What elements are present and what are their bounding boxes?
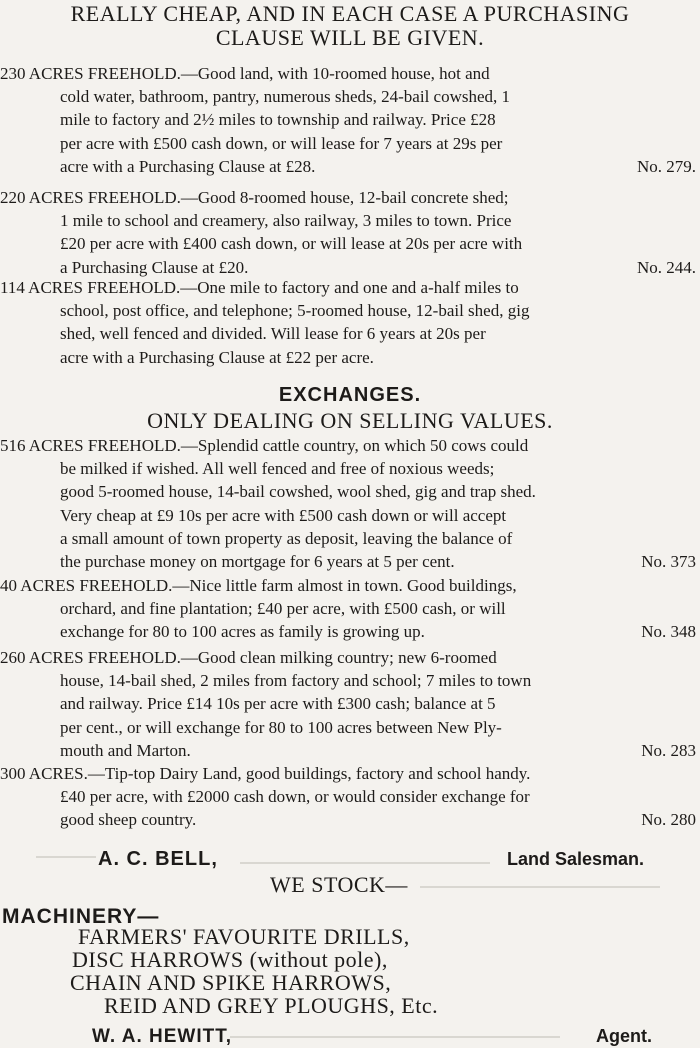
exchanges-title: EXCHANGES. bbox=[278, 384, 422, 406]
listing-line: shed, well fenced and divided. Will lease for 6 years at 20s per bbox=[60, 324, 486, 344]
listing-line: mile to factory and 2½ miles to township and railway. Price £28 bbox=[60, 110, 496, 130]
print-smudge bbox=[36, 856, 96, 858]
listing-line: cold water, bathroom, pantry, numerous sheds, 24-bail cowshed, 1 bbox=[60, 87, 511, 107]
agent-title: Land Salesman. bbox=[507, 849, 645, 869]
listing-line: house, 14-bail shed, 2 miles from factory and school; 7 miles to town bbox=[60, 671, 532, 691]
listing-230-acres bbox=[0, 62, 700, 178]
listing-line: be milked if wished. All well fenced and free of noxious weeds; bbox=[60, 459, 495, 479]
listing-line: 114 ACRES FREEHOLD.—One mile to factory and one and a-half miles to bbox=[0, 278, 519, 297]
listing-text: acre with a Purchasing Clause at £28. bbox=[60, 156, 316, 176]
listing-line: 300 ACRES.—Tip-top Dairy Land, good buildings, factory and school handy. bbox=[0, 764, 531, 783]
listing-line: 40 ACRES FREEHOLD.—Nice little farm almost in town. Good buildings, bbox=[0, 576, 517, 595]
stock-item: FARMERS' FAVOURITE DRILLS, bbox=[78, 924, 410, 949]
listing-line: acre with a Purchasing Clause at £22 per acre. bbox=[60, 347, 374, 367]
listing-line: per acre with £500 cash down, or will lease for 7 years at 29s per bbox=[60, 133, 503, 153]
listing-text: exchange for 80 to 100 acres as family is growing up. bbox=[60, 622, 425, 642]
listing-line: school, post office, and telephone; 5-roomed house, 12-bail shed, gig bbox=[60, 301, 530, 321]
print-smudge bbox=[240, 862, 490, 864]
listing-line: 260 ACRES FREEHOLD.—Good clean milking country; new 6-roomed bbox=[0, 648, 497, 667]
listing-line: £20 per acre with £400 cash down, or will lease at 20s per acre with bbox=[60, 234, 523, 254]
listing-line: and railway. Price £14 10s per acre with £300 cash; balance at 5 bbox=[60, 694, 496, 714]
listing-line bbox=[0, 808, 700, 831]
print-smudge bbox=[230, 1036, 560, 1038]
print-smudge bbox=[420, 886, 660, 888]
exchanges-subtitle: ONLY DEALING ON SELLING VALUES. bbox=[147, 408, 553, 433]
listing-text: mouth and Marton. bbox=[60, 740, 191, 760]
header-line-2: CLAUSE WILL BE GIVEN. bbox=[215, 25, 485, 50]
listing-line bbox=[0, 620, 700, 643]
listing-line: £40 per acre, with £2000 cash down, or would consider exchange for bbox=[60, 787, 530, 807]
listing-ref: No. 373 bbox=[641, 551, 696, 571]
listing-ref: No. 283 bbox=[641, 740, 696, 760]
listing-ref: No. 280 bbox=[641, 810, 696, 830]
listing-text: a Purchasing Clause at £20. bbox=[60, 257, 249, 277]
header-line-1: REALLY CHEAP, AND IN EACH CASE A PURCHASING bbox=[70, 1, 630, 26]
stock-item: REID AND GREY PLOUGHS, Etc. bbox=[104, 993, 439, 1018]
listing-line: 1 mile to school and creamery, also railway, 3 miles to town. Price bbox=[60, 211, 512, 231]
listing-line: a small amount of town property as deposit, leaving the balance of bbox=[60, 528, 513, 548]
exchange-40-acres bbox=[0, 574, 700, 644]
exchange-516-acres bbox=[0, 434, 700, 573]
listing-line: 230 ACRES FREEHOLD.—Good land, with 10-roomed house, hot and bbox=[0, 64, 490, 83]
listing-line bbox=[0, 155, 700, 178]
exchange-260-acres bbox=[0, 646, 700, 762]
listing-114-acres bbox=[0, 276, 700, 369]
listing-line: good 5-roomed house, 14-bail cowshed, wool shed, gig and trap shed. bbox=[60, 482, 536, 502]
listing-line bbox=[0, 550, 700, 573]
stock-item: DISC HARROWS (without pole), bbox=[72, 947, 388, 972]
listing-ref: No. 348 bbox=[641, 622, 696, 642]
listing-ref: No. 279. bbox=[636, 156, 696, 176]
listing-line: 220 ACRES FREEHOLD.—Good 8-roomed house, 12-bail concrete shed; bbox=[0, 188, 509, 207]
agent-name: A. C. BELL, bbox=[98, 848, 218, 870]
listing-line: orchard, and fine plantation; £40 per acre, with £500 cash, or will bbox=[60, 599, 506, 619]
stock-item: CHAIN AND SPIKE HARROWS, bbox=[70, 970, 392, 995]
listing-line: 516 ACRES FREEHOLD.—Splendid cattle country, on which 50 cows could bbox=[0, 436, 529, 455]
stock-category: MACHINERY— bbox=[2, 905, 160, 928]
footer-agent-name: W. A. HEWITT, bbox=[92, 1026, 233, 1047]
listing-line: Very cheap at £9 10s per acre with £500 cash down or will accept bbox=[60, 505, 507, 525]
stock-heading: WE STOCK— bbox=[270, 872, 408, 897]
listing-line: per cent., or will exchange for 80 to 100 acres between New Ply- bbox=[60, 717, 502, 737]
listing-ref: No. 244. bbox=[636, 257, 696, 277]
listing-220-acres bbox=[0, 186, 700, 279]
listing-text: the purchase money on mortgage for 6 years at 5 per cent. bbox=[60, 551, 455, 571]
listing-line bbox=[0, 739, 700, 762]
listing-text: good sheep country. bbox=[60, 810, 197, 830]
exchange-300-acres bbox=[0, 762, 700, 832]
footer-agent-title: Agent. bbox=[596, 1026, 652, 1046]
